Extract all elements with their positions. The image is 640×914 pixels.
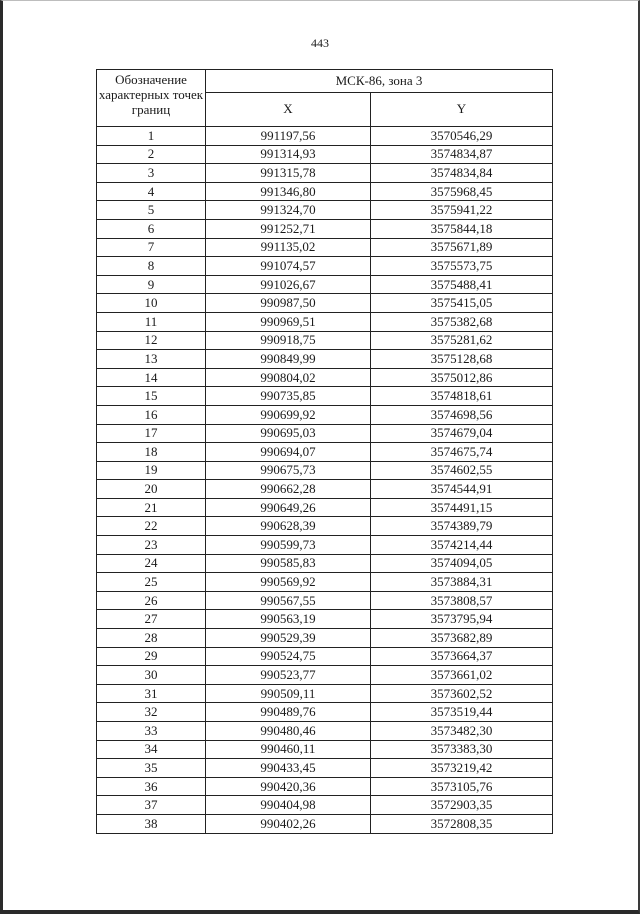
x-coordinate-cell: 990849,99 — [206, 350, 371, 369]
y-coordinate-cell: 3575128,68 — [371, 350, 553, 369]
point-number-cell: 18 — [97, 443, 206, 462]
point-number-cell: 17 — [97, 424, 206, 443]
y-coordinate-cell: 3574834,87 — [371, 145, 553, 164]
table-row — [97, 164, 553, 183]
y-coordinate-cell: 3575968,45 — [371, 182, 553, 201]
y-coordinate-cell: 3572903,35 — [371, 796, 553, 815]
y-coordinate-cell: 3575281,62 — [371, 331, 553, 350]
x-coordinate-cell: 990987,50 — [206, 294, 371, 313]
table-row — [97, 219, 553, 238]
point-number-cell: 26 — [97, 591, 206, 610]
x-coordinate-cell: 991197,56 — [206, 127, 371, 146]
point-number-cell: 29 — [97, 647, 206, 666]
x-coordinate-cell: 990433,45 — [206, 759, 371, 778]
x-coordinate-cell: 991315,78 — [206, 164, 371, 183]
point-number-cell: 30 — [97, 666, 206, 685]
y-coordinate-cell: 3573795,94 — [371, 610, 553, 629]
point-number-cell: 16 — [97, 405, 206, 424]
table-row — [97, 387, 553, 406]
table-body — [97, 127, 553, 834]
x-coordinate-cell: 990649,26 — [206, 498, 371, 517]
table-row — [97, 182, 553, 201]
x-coordinate-cell: 990524,75 — [206, 647, 371, 666]
table-row — [97, 610, 553, 629]
table-row — [97, 127, 553, 146]
x-coordinate-cell: 991252,71 — [206, 219, 371, 238]
table-row — [97, 591, 553, 610]
x-coordinate-cell: 990420,36 — [206, 777, 371, 796]
x-column-header: X — [206, 92, 371, 126]
table-row — [97, 759, 553, 778]
table-row — [97, 722, 553, 741]
x-coordinate-cell: 990599,73 — [206, 536, 371, 555]
point-number-cell: 5 — [97, 201, 206, 220]
point-number-cell: 3 — [97, 164, 206, 183]
point-number-cell: 10 — [97, 294, 206, 313]
y-coordinate-cell: 3570546,29 — [371, 127, 553, 146]
point-number-cell: 14 — [97, 368, 206, 387]
point-number-cell: 31 — [97, 684, 206, 703]
table-row — [97, 480, 553, 499]
y-coordinate-cell: 3574818,61 — [371, 387, 553, 406]
x-coordinate-cell: 991324,70 — [206, 201, 371, 220]
table-row — [97, 498, 553, 517]
table-row — [97, 629, 553, 648]
y-coordinate-cell: 3573682,89 — [371, 629, 553, 648]
y-coordinate-cell: 3575941,22 — [371, 201, 553, 220]
table-row — [97, 703, 553, 722]
y-coordinate-cell: 3575573,75 — [371, 257, 553, 276]
point-number-cell: 32 — [97, 703, 206, 722]
table-row — [97, 536, 553, 555]
table-row — [97, 814, 553, 833]
point-number-cell: 28 — [97, 629, 206, 648]
x-coordinate-cell: 990804,02 — [206, 368, 371, 387]
table-row — [97, 554, 553, 573]
table-row — [97, 684, 553, 703]
x-coordinate-cell: 990523,77 — [206, 666, 371, 685]
table-row — [97, 573, 553, 592]
table-row — [97, 647, 553, 666]
coordinates-table — [96, 69, 553, 834]
x-coordinate-cell: 991135,02 — [206, 238, 371, 257]
y-coordinate-cell: 3573661,02 — [371, 666, 553, 685]
x-coordinate-cell: 990694,07 — [206, 443, 371, 462]
y-coordinate-cell: 3573219,42 — [371, 759, 553, 778]
coordinate-system-header: МСК-86, зона 3 — [206, 70, 553, 93]
y-coordinate-cell: 3574491,15 — [371, 498, 553, 517]
point-designation-header: Обозначение характерных точек границ — [97, 70, 206, 127]
x-coordinate-cell: 991026,67 — [206, 275, 371, 294]
point-number-cell: 37 — [97, 796, 206, 815]
table-row — [97, 424, 553, 443]
y-coordinate-cell: 3574389,79 — [371, 517, 553, 536]
page-number: 443 — [311, 36, 329, 50]
point-number-cell: 33 — [97, 722, 206, 741]
table-row — [97, 443, 553, 462]
y-coordinate-cell: 3575012,86 — [371, 368, 553, 387]
point-number-cell: 19 — [97, 461, 206, 480]
point-number-cell: 34 — [97, 740, 206, 759]
point-number-cell: 24 — [97, 554, 206, 573]
x-coordinate-cell: 990509,11 — [206, 684, 371, 703]
y-coordinate-cell: 3573602,52 — [371, 684, 553, 703]
y-coordinate-cell: 3574602,55 — [371, 461, 553, 480]
y-coordinate-cell: 3573482,30 — [371, 722, 553, 741]
point-number-cell: 20 — [97, 480, 206, 499]
table-row — [97, 461, 553, 480]
table-header-row — [97, 70, 553, 93]
point-number-cell: 21 — [97, 498, 206, 517]
y-coordinate-cell: 3575488,41 — [371, 275, 553, 294]
table-row — [97, 312, 553, 331]
y-coordinate-cell: 3574544,91 — [371, 480, 553, 499]
point-number-cell: 11 — [97, 312, 206, 331]
y-coordinate-cell: 3573519,44 — [371, 703, 553, 722]
table-row — [97, 145, 553, 164]
x-coordinate-cell: 990662,28 — [206, 480, 371, 499]
x-coordinate-cell: 990569,92 — [206, 573, 371, 592]
table-row — [97, 238, 553, 257]
x-coordinate-cell: 990675,73 — [206, 461, 371, 480]
y-coordinate-cell: 3572808,35 — [371, 814, 553, 833]
y-coordinate-cell: 3575671,89 — [371, 238, 553, 257]
x-coordinate-cell: 990563,19 — [206, 610, 371, 629]
x-coordinate-cell: 990460,11 — [206, 740, 371, 759]
y-coordinate-cell: 3575844,18 — [371, 219, 553, 238]
point-number-cell: 27 — [97, 610, 206, 629]
point-number-cell: 25 — [97, 573, 206, 592]
point-number-cell: 8 — [97, 257, 206, 276]
point-number-cell: 15 — [97, 387, 206, 406]
x-coordinate-cell: 991074,57 — [206, 257, 371, 276]
table-row — [97, 777, 553, 796]
table-row — [97, 294, 553, 313]
point-number-cell: 1 — [97, 127, 206, 146]
point-number-cell: 9 — [97, 275, 206, 294]
y-coordinate-cell: 3574094,05 — [371, 554, 553, 573]
table-row — [97, 275, 553, 294]
point-number-cell: 2 — [97, 145, 206, 164]
x-coordinate-cell: 990969,51 — [206, 312, 371, 331]
y-coordinate-cell: 3573808,57 — [371, 591, 553, 610]
table-row — [97, 517, 553, 536]
table-row — [97, 405, 553, 424]
x-coordinate-cell: 990567,55 — [206, 591, 371, 610]
x-coordinate-cell: 990489,76 — [206, 703, 371, 722]
point-number-cell: 12 — [97, 331, 206, 350]
y-coordinate-cell: 3574214,44 — [371, 536, 553, 555]
y-coordinate-cell: 3573664,37 — [371, 647, 553, 666]
table-row — [97, 257, 553, 276]
table-row — [97, 331, 553, 350]
y-coordinate-cell: 3574834,84 — [371, 164, 553, 183]
point-number-cell: 23 — [97, 536, 206, 555]
table-row — [97, 368, 553, 387]
y-coordinate-cell: 3573884,31 — [371, 573, 553, 592]
point-number-cell: 13 — [97, 350, 206, 369]
x-coordinate-cell: 990404,98 — [206, 796, 371, 815]
x-coordinate-cell: 991346,80 — [206, 182, 371, 201]
point-number-cell: 7 — [97, 238, 206, 257]
x-coordinate-cell: 990918,75 — [206, 331, 371, 350]
point-number-cell: 4 — [97, 182, 206, 201]
y-coordinate-cell: 3573383,30 — [371, 740, 553, 759]
x-coordinate-cell: 990695,03 — [206, 424, 371, 443]
y-coordinate-cell: 3575415,05 — [371, 294, 553, 313]
table-row — [97, 796, 553, 815]
x-coordinate-cell: 990735,85 — [206, 387, 371, 406]
point-number-cell: 22 — [97, 517, 206, 536]
y-column-header: Y — [371, 92, 553, 126]
x-coordinate-cell: 990480,46 — [206, 722, 371, 741]
x-coordinate-cell: 990402,26 — [206, 814, 371, 833]
x-coordinate-cell: 991314,93 — [206, 145, 371, 164]
table-row — [97, 201, 553, 220]
y-coordinate-cell: 3573105,76 — [371, 777, 553, 796]
x-coordinate-cell: 990585,83 — [206, 554, 371, 573]
y-coordinate-cell: 3574679,04 — [371, 424, 553, 443]
table-row — [97, 350, 553, 369]
point-number-cell: 35 — [97, 759, 206, 778]
y-coordinate-cell: 3574675,74 — [371, 443, 553, 462]
y-coordinate-cell: 3575382,68 — [371, 312, 553, 331]
table-row — [97, 740, 553, 759]
point-number-cell: 6 — [97, 219, 206, 238]
y-coordinate-cell: 3574698,56 — [371, 405, 553, 424]
table-row — [97, 666, 553, 685]
x-coordinate-cell: 990529,39 — [206, 629, 371, 648]
x-coordinate-cell: 990699,92 — [206, 405, 371, 424]
point-number-cell: 36 — [97, 777, 206, 796]
x-coordinate-cell: 990628,39 — [206, 517, 371, 536]
point-number-cell: 38 — [97, 814, 206, 833]
